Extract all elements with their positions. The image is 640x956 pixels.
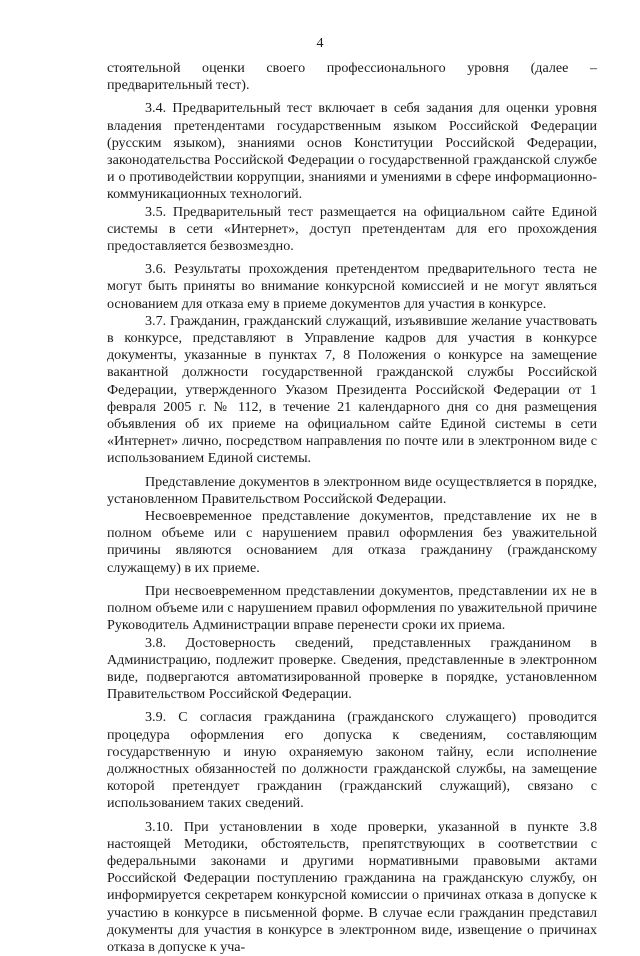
paragraph-3-9: 3.9. С согласия гражданина (гражданского служащего) проводится процедура оформления его допуска к сведениям, составляющим государственную и иную охраняемую законом тайну, если исполнение должностных обязанностей по должности гражданской службы, на замещение которой претендует гражданин (гражданский служащий), связано с использованием таких сведений. xyxy=(107,709,597,812)
document-body xyxy=(107,60,597,956)
paragraph-late-submission-postpone: При несвоевременном представлении документов, представлении их не в полном объеме или с нарушением правил оформления по уважительной причине Руководитель Администрации вправе перенести сроки их приема. xyxy=(107,582,597,634)
paragraph-3-10: 3.10. При установлении в ходе проверки, указанной в пункте 3.8 настоящей Методики, обстоятельств, препятствующих в соответствии с федеральными законами и другими нормативными правовыми актами Российской Федерации поступлению гражданина на гражданскую службу, он информируется секретарем конкурсной комиссии о причинах отказа в допуске к участию в конкурсе в письменной форме. В случае если гражданин представил документы для участия в конкурсе в электронном виде, извещение о причинах отказа в допуске к уча- xyxy=(107,818,597,955)
paragraph-3-6: 3.6. Результаты прохождения претендентом предварительного теста не могут быть приняты во внимание конкурсной комиссией и не могут являться основанием для отказа ему в приеме документов для участия в конкурсе. xyxy=(107,261,597,312)
paragraph-3-4: 3.4. Предварительный тест включает в себя задания для оценки уровня владения претендентами государственным языком Российской Федерации (русским языком), знаниями основ Конституции Российской Федерации, законодательства Российской Федерации о государственной гражданской службе и о противодействии коррупции, знаниями и умениями в сфере информационно-коммуникационных технологий. xyxy=(107,100,597,203)
paragraph-continuation: стоятельной оценки своего профессионального уровня (далее – предварительный тест). xyxy=(107,60,597,94)
paragraph-3-7: 3.7. Гражданин, гражданский служащий, изъявившие желание участвовать в конкурсе, представляют в Управление кадров для участия в конкурсе документы, указанные в пунктах 7, 8 Положения о конкурсе на замещение вакантной должности государственной гражданской службы Российской Федерации, утвержденного Указом Президента Российской Федерации от 1 февраля 2005 г. № 112, в течение 21 календарного дня со дня размещения объявления об их приеме на официальном сайте Единой системы в сети «Интернет» лично, посредством направления по почте или в электронном виде с использованием Единой системы. xyxy=(107,312,597,467)
paragraph-electronic-submission: Представление документов в электронном виде осуществляется в порядке, установленном Правительством Российской Федерации. xyxy=(107,473,597,507)
paragraph-3-8: 3.8. Достоверность сведений, представленных гражданином в Администрацию, подлежит проверке. Сведения, представленные в электронном виде, подвергаются автоматизированной проверке в порядке, установленном Правительством Российской Федерации. xyxy=(107,634,597,703)
paragraph-3-5: 3.5. Предварительный тест размещается на официальном сайте Единой системы в сети «Интернет», доступ претендентам для его прохождения предоставляется безвозмездно. xyxy=(107,203,597,255)
paragraph-late-submission-refusal: Несвоевременное представление документов, представление их не в полном объеме или с нарушением правил оформления без уважительной причины являются основанием для отказа гражданину (гражданскому служащему) в их приеме. xyxy=(107,508,597,576)
page-number: 4 xyxy=(316,36,324,51)
